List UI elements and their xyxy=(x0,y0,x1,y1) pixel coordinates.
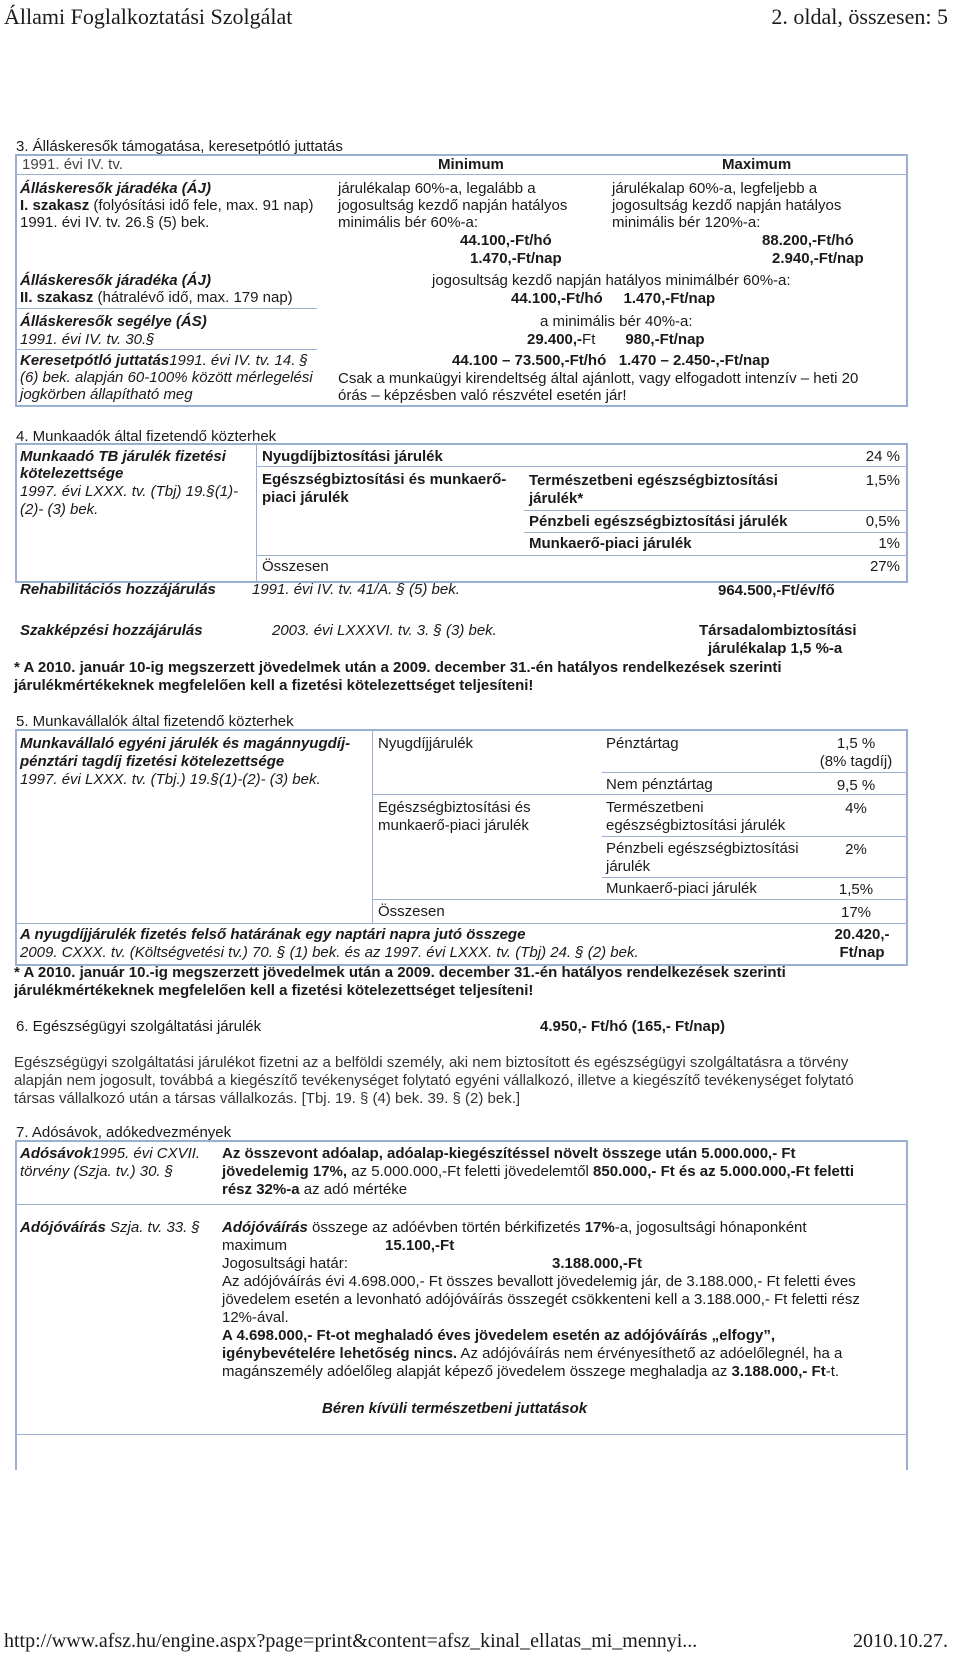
s7-j-line7: A 4.698.000,- Ft-ot meghaladó éves jövedelem esetén az adójóváírás „elfogy”, xyxy=(222,1327,775,1344)
s5-left-line3: 1997. évi LXXX. tv. (Tbj.) 19.§(1)-(2)- (3) bek. xyxy=(20,771,321,788)
s4-nyugdij-label: Nyugdíjbiztosítási járulék xyxy=(262,448,443,465)
divider xyxy=(373,899,906,900)
s3-r3-value-line1: a minimális bér 40%-a: xyxy=(540,313,693,330)
s4-szak-law: 2003. évi LXXXVI. tv. 3. § (3) bek. xyxy=(272,622,497,639)
section-3-title: 3. Álláskeresők támogatása, keresetpótló juttatás xyxy=(16,138,343,155)
s3-head-max: Maximum xyxy=(722,156,792,173)
s3-r1-min-month: 44.100,-Ft/hó xyxy=(460,232,552,249)
s4-ossz-value: 27% xyxy=(869,558,900,575)
s6-paragraph-line1: Egészségügyi szolgáltatási járulékot fizetni az a belföldi személy, aki nem biztosított és egészségügyi szolgáltatásra a törvény xyxy=(14,1054,849,1071)
s3-r1-max-month: 88.200,-Ft/hó xyxy=(762,232,854,249)
section-7-title: 7. Adósávok, adókedvezmények xyxy=(16,1124,232,1141)
s7-adosavok-line1: Az összevont adóalap, adóalap-kiegészítéssel növelt összege után 5.000.000,- Ft xyxy=(222,1145,796,1162)
s5-mpj-label: Munkaerő-piaci járulék xyxy=(606,880,757,897)
s3-r2-subtitle: II. szakasz (hátralévő idő, max. 179 nap) xyxy=(20,289,293,306)
s5-penz-label-line1: Pénzbeli egészségbiztosítási xyxy=(606,840,799,857)
s5-left-line2: pénztári tagdíj fizetési kötelezettsége xyxy=(20,753,285,770)
s4-ossz-label: Összesen xyxy=(262,558,329,575)
divider xyxy=(524,532,906,533)
s4-left-line2: kötelezettsége xyxy=(20,465,124,482)
s4-left-line3: 1997. évi LXXX. tv. (Tbj) 19.§(1)- xyxy=(20,483,239,500)
s4-szak-value-line1: Társadalombiztosítási xyxy=(699,622,857,639)
s4-reh-law: 1991. évi IV. tv. 41/A. § (5) bek. xyxy=(252,581,460,598)
s4-szak-label: Szakképzési hozzájárulás xyxy=(20,622,203,639)
s5-term-value: 4% xyxy=(845,800,867,817)
s3-r4-value: 44.100 – 73.500,-Ft/hó 1.470 – 2.450-,-Ft/nap xyxy=(452,352,770,369)
s3-r1-min-line1: járulékalap 60%-a, legalább a xyxy=(338,180,536,197)
s4-term-label-line2: járulék* xyxy=(529,490,584,507)
divider xyxy=(17,174,906,175)
s5-mpj-value: 1,5% xyxy=(838,881,874,898)
s7-adosavok-left-line1: Adósávok1995. évi CXVII. xyxy=(20,1145,201,1162)
s3-head-law: 1991. évi IV. tv. xyxy=(22,156,123,173)
s4-nyugdij-value: 24 % xyxy=(865,448,900,465)
s5-npt-value: 9,5 % xyxy=(836,777,876,794)
s3-r1-min-line2: jogosultság kezdő napján hatályos xyxy=(338,197,568,214)
s3-r3-law: 1991. évi IV. tv. 30.§ xyxy=(20,331,155,348)
divider xyxy=(257,555,906,556)
s4-note-line2: járulékmértékeknek megfelelően kell a fizetési kötelezettséget teljesíteni! xyxy=(14,677,534,694)
s7-adosavok-line3: rész 32%-a az adó mértéke xyxy=(222,1181,408,1198)
s4-note-line1: * A 2010. január 10-ig megszerzett jövedelmek után a 2009. december 31.-én hatályos rendelkezések szerinti xyxy=(14,659,782,676)
s5-term-label-line1: Természetbeni xyxy=(606,799,704,816)
header-page-indicator: 2. oldal, összesen: 5 xyxy=(771,4,948,29)
s4-eg-label-line2: piaci járulék xyxy=(262,489,349,506)
s5-nyj-label: Nyugdíjjárulék xyxy=(378,735,474,752)
s4-term-value: 1,5% xyxy=(865,472,900,489)
s5-pt-label: Pénztártag xyxy=(606,735,679,752)
s5-penz-value: 2% xyxy=(845,841,867,858)
divider xyxy=(17,1204,906,1205)
s5-left-line1: Munkavállaló egyéni járulék és magánnyugdíj- xyxy=(20,735,351,752)
s6-value: 4.950,- Ft/hó (165,- Ft/nap) xyxy=(540,1018,726,1035)
s3-r1-max-day: 2.940,-Ft/nap xyxy=(772,250,864,267)
s7-adosavok-left-line2: törvény (Szja. tv.) 30. § xyxy=(20,1163,174,1180)
s5-pt-value-line1: 1,5 % xyxy=(836,735,876,752)
s3-r1-max-line2: jogosultság kezdő napján hatályos xyxy=(612,197,842,214)
s4-eg-label-line1: Egészségbiztosítási és munkaerő- xyxy=(262,471,507,488)
s5-felso-value-line1: 20.420,- xyxy=(834,926,890,943)
s5-eg-label-line1: Egészségbiztosítási és xyxy=(378,799,531,816)
s7-beren-kivuli-heading: Béren kívüli természetbeni juttatások xyxy=(322,1400,588,1417)
s7-j-line4: Az adójóváírás évi 4.698.000,- Ft összes bevallott jövedelemig jár, de 3.188.000,- Ft feletti éves xyxy=(222,1273,856,1290)
s4-penz-value: 0,5% xyxy=(865,513,900,530)
s4-reh-label: Rehabilitációs hozzájárulás xyxy=(20,581,216,598)
s3-head-min: Minimum xyxy=(438,156,504,173)
s3-r4-note-line1: Csak a munkaügyi kirendeltség által ajánlott, vagy elfogadott intenzív – heti 20 xyxy=(338,370,859,387)
s3-r1-subtitle: I. szakasz (folyósítási idő fele, max. 91 nap) xyxy=(20,197,314,214)
s4-term-label-line1: Természetbeni egészségbiztosítási xyxy=(529,472,778,489)
s7-j-line9: magánszemély adóelőleg alapját képező jövedelem összege meghaladja az 3.188.000,- Ft-t. xyxy=(222,1363,840,1380)
s3-r4-line3: jogkörben állapítható meg xyxy=(20,386,193,403)
section-6-title: 6. Egészségügyi szolgáltatási járulék xyxy=(16,1018,262,1035)
divider xyxy=(17,349,317,350)
s5-eg-label-line2: munkaerő-piaci járulék xyxy=(378,817,529,834)
s7-j-line5: jövedelem esetén a levonható adójóváírás összegét csökkenteni kell a 3.188.000,- Ft feletti rész xyxy=(222,1291,860,1308)
s7-j-line3-value: 3.188.000,-Ft xyxy=(552,1255,643,1272)
s3-r1-max-line3: minimális bér 120%-a: xyxy=(612,214,761,231)
s5-ossz-label: Összesen xyxy=(378,903,445,920)
divider xyxy=(372,731,373,923)
s7-j-line2: maximum xyxy=(222,1237,288,1254)
s7-adosavok-line2: jövedelemig 17%, az 5.000.000,-Ft feletti jövedelemtől 850.000,- Ft és az 5.000.000,-Ft feletti xyxy=(222,1163,855,1180)
s6-paragraph-line2: alapján nem jogosult, továbbá a kiegészítő tevékenységet folytató egyéni vállalkozó, illetve a kiegészítő tevékenységet folytató xyxy=(14,1072,854,1089)
section-4-title: 4. Munkaadók által fizetendő közterhek xyxy=(16,428,277,445)
s4-left-line1: Munkaadó TB járulék fizetési xyxy=(20,448,226,465)
s4-penz-label: Pénzbeli egészségbiztosítási járulék xyxy=(529,513,788,530)
s3-r1-min-line3: minimális bér 60%-a: xyxy=(338,214,479,231)
s7-j-line6: 12%-ával. xyxy=(222,1309,289,1326)
s3-r1-max-line1: járulékalap 60%-a, legfeljebb a xyxy=(612,180,818,197)
s3-r1-law: 1991. évi IV. tv. 26.§ (5) bek. xyxy=(20,214,210,231)
s5-felso-value-line2: Ft/nap xyxy=(839,944,885,961)
divider xyxy=(602,877,906,878)
s4-left-line4: (2)- (3) bek. xyxy=(20,501,99,518)
s7-j-line8: igénybevételére lehetőség nincs. Az adójóváírás nem érvényesíthető az adóelőlegnél, ha a xyxy=(222,1345,843,1362)
s5-ossz-value: 17% xyxy=(840,904,872,921)
s5-note-line2: járulékmértékeknek megfelelően kell a fizetési kötelezettséget teljesíteni! xyxy=(14,982,534,999)
s7-j-line3: Jogosultsági határ: xyxy=(222,1255,348,1272)
s7-adojovairas-left: Adójóváírás Szja. tv. 33. § xyxy=(20,1219,200,1236)
divider xyxy=(602,772,906,773)
s3-r2-title: Álláskeresők járadéka (ÁJ) xyxy=(20,272,211,289)
s5-felso-law: 2009. CXXX. tv. (Költségvetési tv.) 70. § (1) bek. és az 1997. évi LXXX. tv. (Tbj) 24. § (2) bek. xyxy=(20,944,639,961)
s5-note-line1: * A 2010. január 10.-ig megszerzett jövedelmek után a 2009. december 31.-én hatályos rendelkezések szerinti xyxy=(14,964,786,981)
divider xyxy=(524,510,906,511)
footer-date: 2010.10.27. xyxy=(853,1630,948,1652)
s4-mpj-label: Munkaerő-piaci járulék xyxy=(529,535,692,552)
s3-r3-value-line2: 29.400,-Ft 980,-Ft/nap xyxy=(527,331,705,348)
s5-term-label-line2: egészségbiztosítási járulék xyxy=(606,817,786,834)
divider xyxy=(257,466,906,467)
s7-j-line1: Adójóváírás összege az adóévben történ bérkifizetés 17%-a, jogosultsági hónaponként xyxy=(222,1219,807,1236)
divider xyxy=(17,1434,906,1435)
s3-r4-title: Keresetpótló juttatás1991. évi IV. tv. 14. § xyxy=(20,352,308,369)
s3-r1-min-day: 1.470,-Ft/nap xyxy=(470,250,562,267)
s5-pt-value-line2: (8% tagdíj) xyxy=(819,753,893,770)
divider xyxy=(17,308,317,309)
section-5-title: 5. Munkavállalók által fizetendő közterhek xyxy=(16,713,294,730)
s6-paragraph-line3: társas vállalkozó után a társas vállalkozás. [Tbj. 19. § (4) bek. 39. § (2) bek.] xyxy=(14,1090,521,1107)
s3-r2-value-line1: jogosultság kezdő napján hatályos minimálbér 60%-a: xyxy=(432,272,791,289)
s4-mpj-value: 1% xyxy=(878,535,900,552)
divider xyxy=(602,836,906,837)
s5-npt-label: Nem pénztártag xyxy=(606,776,713,793)
divider xyxy=(373,794,906,795)
s5-penz-label-line2: járulék xyxy=(606,858,651,875)
s4-reh-value: 964.500,-Ft/év/fő xyxy=(718,582,835,599)
s3-r3-title: Álláskeresők segélye (ÁS) xyxy=(20,313,207,330)
s5-felso-label: A nyugdíjjárulék fizetés felső határának egy naptári napra jutó összege xyxy=(20,926,526,943)
s3-r2-value-line2: 44.100,-Ft/hó 1.470,-Ft/nap xyxy=(511,290,716,307)
s3-r1-title: Álláskeresők járadéka (ÁJ) xyxy=(20,180,211,197)
header-site-title: Állami Foglalkoztatási Szolgálat xyxy=(4,4,293,29)
s7-j-line2-value: 15.100,-Ft xyxy=(385,1237,455,1254)
footer-url: http://www.afsz.hu/engine.aspx?page=print&content=afsz_kinal_ellatas_mi_mennyi... xyxy=(4,1630,698,1652)
divider xyxy=(17,923,906,924)
s4-szak-value-line2: járulékalap 1,5 %-a xyxy=(708,640,843,657)
s3-r4-note-line2: órás – képzésben való részvétel esetén jár! xyxy=(338,387,627,404)
s3-r4-line2: (6) bek. alapján 60-100% között mérlegelési xyxy=(20,369,313,386)
